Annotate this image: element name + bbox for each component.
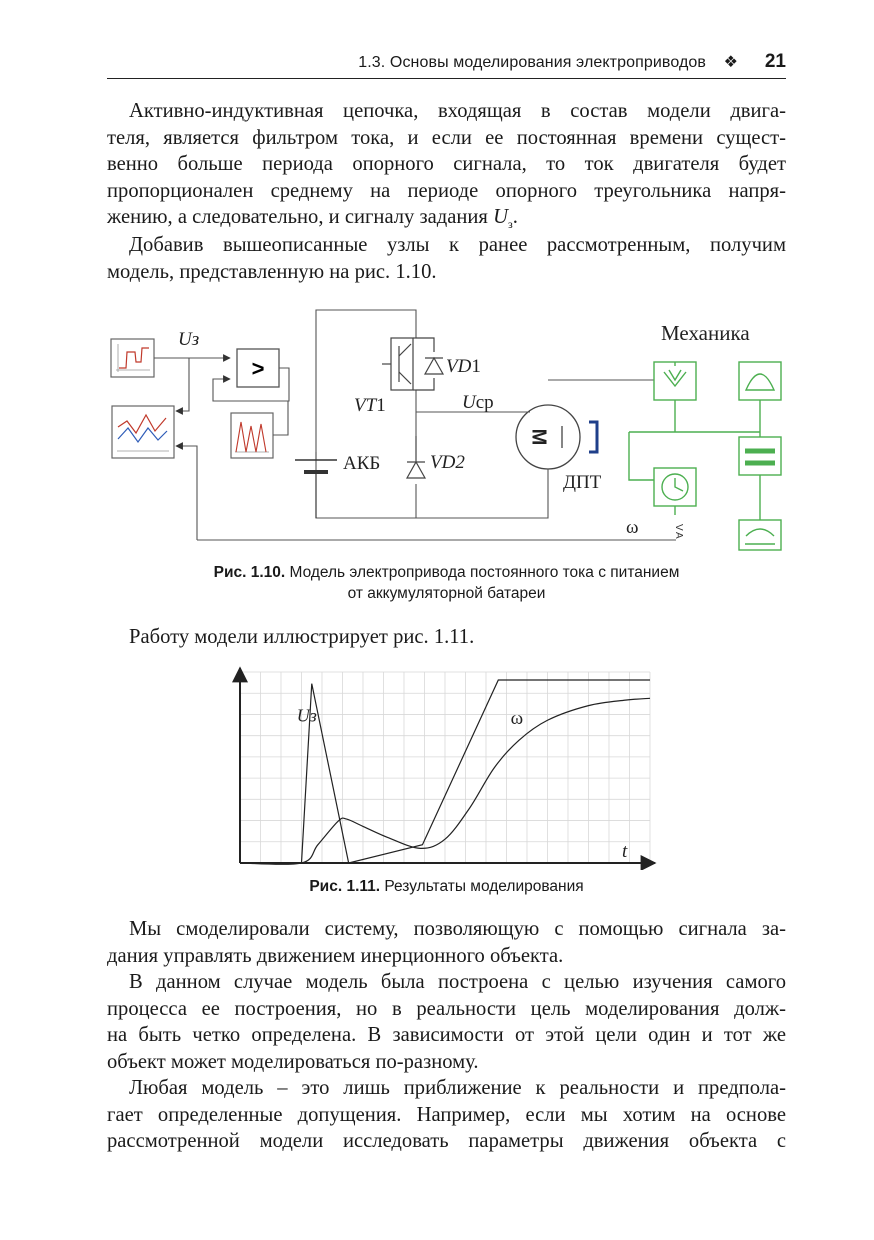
diode-vd1 xyxy=(416,338,443,390)
power-circuit xyxy=(316,310,525,518)
chart-grid xyxy=(240,672,650,863)
ucp-label: Uср xyxy=(462,392,494,413)
comparator-block xyxy=(237,349,279,387)
mechanics-title: Механика xyxy=(661,321,750,345)
paragraph-3 xyxy=(107,624,786,651)
section-title: 1.3. Основы моделирования электроприводов xyxy=(358,54,706,71)
step-source-block xyxy=(111,339,154,377)
caption-label: Рис. 1.10. xyxy=(213,564,286,581)
uz-label: Uз xyxy=(178,329,200,350)
vt1-label: VT1 xyxy=(354,395,386,416)
paragraph-2 xyxy=(107,232,786,285)
text-line: теля, является фильтром тока, и если ее постоянная времени сущест- xyxy=(107,126,786,149)
page-number: 21 xyxy=(764,51,786,72)
figure-1-11-caption xyxy=(107,876,786,897)
header-rule xyxy=(107,78,786,79)
dpt-label: ДПТ xyxy=(563,472,602,493)
ornament-icon: ❖ xyxy=(723,54,738,71)
text-line: Добавив вышеописанные узлы к ранее рассмотренным, получим xyxy=(129,234,786,256)
paragraph-5 xyxy=(107,969,786,1075)
paragraph-6 xyxy=(107,1075,786,1155)
figure-1-11-chart xyxy=(0,660,874,870)
motor-symbol xyxy=(500,405,597,518)
vd2-label: VD2 xyxy=(430,452,465,473)
text-line: рассмотренной модели исследовать параметры движения объекта с xyxy=(107,1130,786,1152)
text-line: пропорционален среднему на периоде опорного треугольника напря- xyxy=(107,179,786,202)
text-line: процесса ее построения, но в реальности цель моделирования долж- xyxy=(107,997,786,1020)
text-fragment: жению, а следовательно, и сигналу задания xyxy=(107,206,494,228)
symbol-subscript: з xyxy=(507,217,513,232)
text-line: дания управлять движением инерционного объекта. xyxy=(107,944,564,967)
caption-text: Результаты моделирования xyxy=(380,878,584,895)
text-line: гает определенные допущения. Например, если мы хотим на основе xyxy=(107,1103,786,1126)
caption-label: Рис. 1.11. xyxy=(309,878,381,895)
text-line: объект может моделироваться по-разному. xyxy=(107,1050,479,1073)
caption-text: Модель электропривода постоянного тока с питанием xyxy=(285,564,680,581)
text-line: венно больше периода опорного сигнала, то ток двигателя будет xyxy=(107,153,786,175)
mechanics-subsystem xyxy=(548,362,781,550)
text-line: Мы смоделировали систему, позволяющую с помощью сигнала за- xyxy=(129,918,786,940)
caption-text-line2: от аккумуляторной батареи xyxy=(347,585,546,602)
series-label-omega: ω xyxy=(510,707,524,729)
motor-letter: М xyxy=(527,428,550,446)
text-line: на быть четко определена. В зависимости от этой цели один и тот же xyxy=(107,1024,786,1046)
svg-text:V: V xyxy=(673,524,684,531)
vd1-label: VD1 xyxy=(446,356,481,377)
symbol-u: U xyxy=(493,206,508,228)
svg-text:A: A xyxy=(673,532,684,539)
running-head xyxy=(107,48,786,78)
text-fragment: . xyxy=(512,206,518,228)
akb-label: АКБ xyxy=(343,453,381,474)
figure-1-10-caption xyxy=(107,562,786,604)
series-label-uz: Uз xyxy=(296,705,317,726)
transistor-vt1 xyxy=(382,338,416,390)
text-line: Активно-индуктивная цепочка, входящая в состав модели двига- xyxy=(129,100,786,122)
triangle-generator-block xyxy=(231,413,273,458)
paragraph-4 xyxy=(107,916,786,969)
text-line xyxy=(107,204,786,231)
paragraph-1 xyxy=(107,98,786,231)
figure-1-10-diagram xyxy=(0,300,874,560)
text-line: Любая модель – это лишь приближение к реальности и предпола- xyxy=(129,1077,786,1099)
comparator-symbol: > xyxy=(251,356,265,381)
scope-block xyxy=(112,406,174,458)
speed-sensor-terminals xyxy=(673,524,684,539)
diode-vd2 xyxy=(407,436,425,478)
text-line: модель, представленную на рис. 1.10. xyxy=(107,260,437,283)
x-axis-label: t xyxy=(622,841,628,862)
text-line: В данном случае модель была построена с целью изучения самого xyxy=(129,971,786,993)
text-line: Работу модели иллюстрирует рис. 1.11. xyxy=(129,626,475,648)
omega-label: ω xyxy=(626,517,639,538)
